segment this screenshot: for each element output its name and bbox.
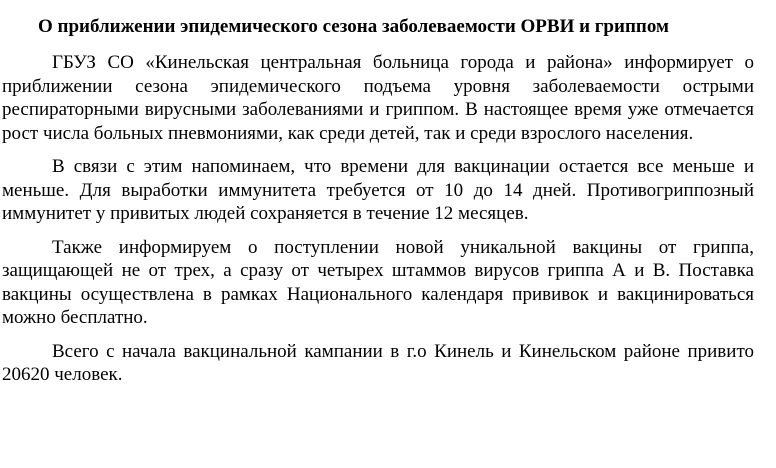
paragraph-new-vaccine: Также информируем о поступлении новой уникальной вакцины от гриппа, защищающей не от трех, а сразу от четырех штаммов вирусов гриппа А и В. Поставка вакцины осуществлена в рамках Национального календаря прививок и вакцинироваться можно бесплатно. xyxy=(2,236,754,328)
paragraph-vaccination-time: В связи с этим напоминаем, что времени для вакцинации остается все меньше и меньше. Для выработки иммунитета требуется от 10 до 14 дней. Противогриппозный иммунитет у привитых людей сохраняется в течение 12 месяцев. xyxy=(2,156,754,224)
paragraph-vaccination-count: Всего с начала вакцинальной кампании в г.о Кинель и Кинельском районе привито 20620 человек. xyxy=(2,340,754,385)
document-title: О приближении эпидемического сезона заболеваемости ОРВИ и гриппом xyxy=(38,16,669,37)
paragraph-announcement: ГБУЗ СО «Кинельская центральная больница города и района» информирует о приближении сезона эпидемического подъема уровня заболеваемости острыми респираторными вирусными заболеваниями и гриппом. В настоящее время уже отмечается рост числа больных пневмониями, как среди детей, так и среди взрослого населения. xyxy=(2,52,754,144)
